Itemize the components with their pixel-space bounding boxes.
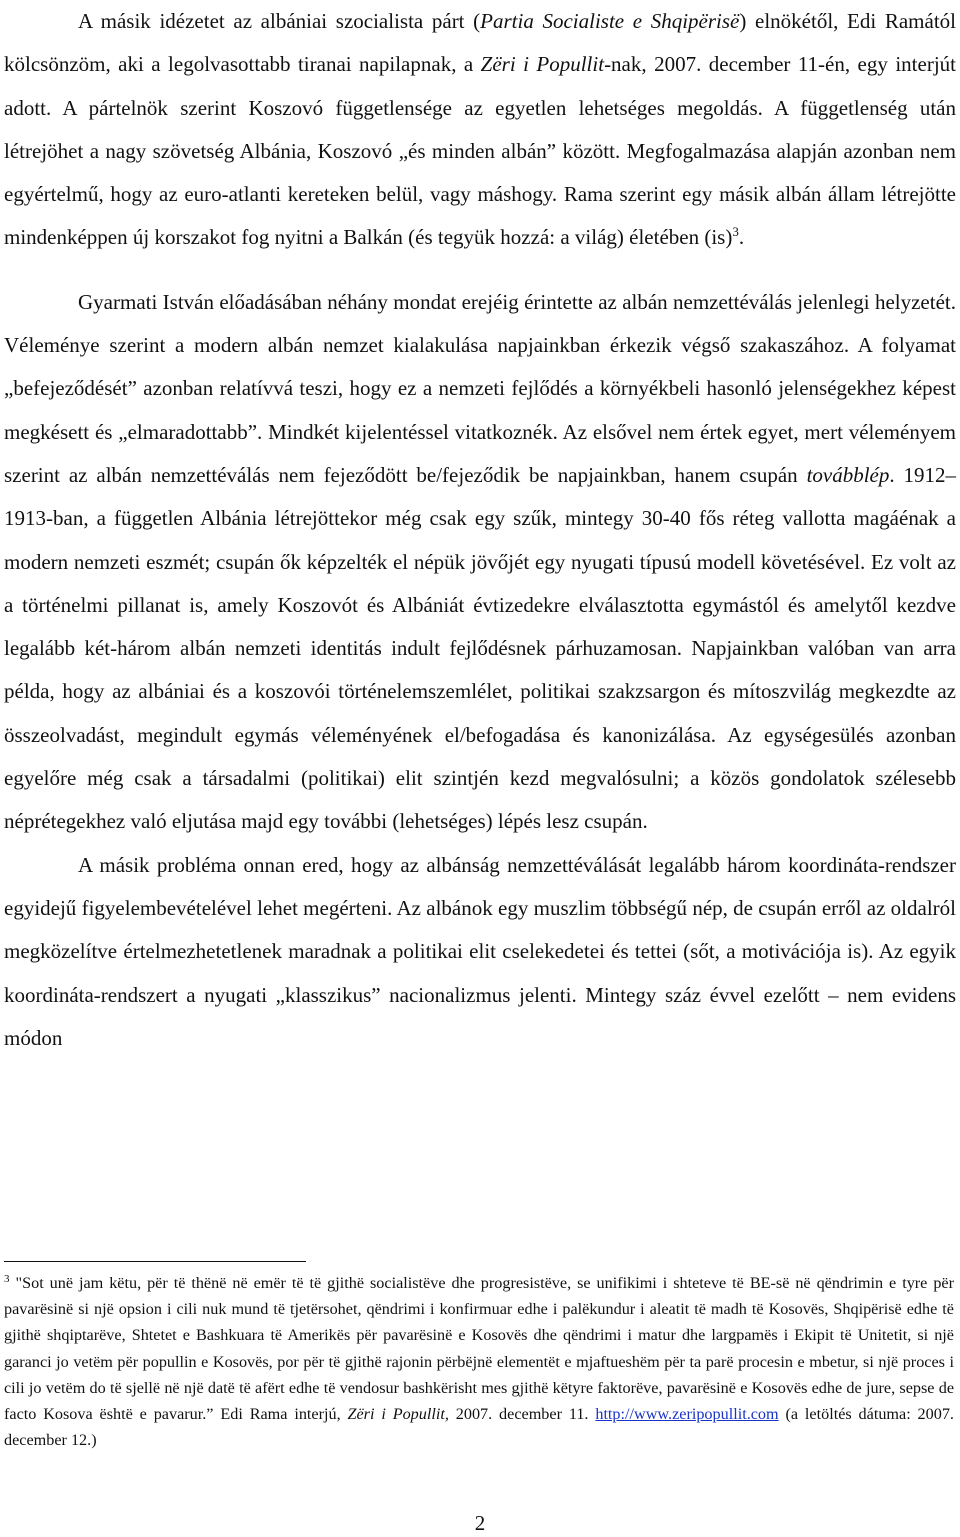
text-run: ) elnökétől, Edi Ramától kölcsönzöm, aki a legolvasottabb tiranai napilapnak, a — [4, 9, 956, 77]
party-name: Partia Socialiste e Shqipërisë — [480, 9, 740, 33]
text-run: . — [738, 225, 745, 250]
footnote-tail: (a letöltés dátuma: 2007. december 12.) — [4, 1405, 954, 1450]
paragraph-3 — [4, 844, 956, 1060]
page-number: 2 — [474, 1511, 486, 1535]
text-run: Gyarmati István előadásában néhány mondat erejéig érintette az albán nemzettéválás jelenlegi helyzetét. Véleménye szerint a modern albán nemzet kialakulása napjainkban érkezik végső szakaszához. A folyamat „befejeződését” azonban relatívvá teszi, hogy ez a nemzeti fejlődés a környékbeli hasonló jelenségekhez képest megkésett és „elmaradottabb”. Mindkét kijelentéssel vitatkoznék. Az elsővel nem értek egyet, mert véleményem szerint az albán nemzettéválás nem fejeződött be/fejeződik be napjainkban, hanem csupán — [4, 289, 956, 487]
emphasis: továbblép — [806, 462, 890, 487]
footnote-reference[interactable]: 3 — [732, 224, 739, 240]
footnote-link[interactable]: http://www.zeripopullit.com — [595, 1405, 779, 1424]
footnote-quote: "Sot unë jam këtu, për të thënë në emër të të gjithë socialistëve dhe progresistëve, se unifikimi i shteteve të BE-së në qëndrimin e tyre për pavarësinë si një opsion i cili nuk mund të tjetërsohet, qëndrimi i konfirmuar edhe i palëkundur i aleatit të madh të Kosovës, Shqipërisë edhe të gjithë shqiptarëve, Shtetet e Bashkuara të Amerikës për pavarësinë e Kosovës dhe qëndrimi i matur dhe largpamës i Ekipit të Unitetit, si një garanci jo vetëm për popullin e Kosovës, por për të gjithë rajonin përbëjnë elementët e mjaftueshëm për ta parë procesin e mbetur, si një proces i cili jo vetëm do të sjellë në një datë të afërt edhe të vendosur bashkërisht mes gjithë këtyre faktorëve, pavarësinë e Kosovës edhe de jure, sepse de facto Kosova është e pavarur.” Edi Rama interjú, — [4, 1274, 954, 1424]
newspaper-name: Zëri i Popullit — [480, 52, 605, 77]
body-text — [4, 0, 956, 1060]
footnote-date: 2007. december 11. — [448, 1405, 596, 1424]
text-run: A másik idézetet az albániai szocialista párt ( — [78, 9, 481, 33]
text-run: -nak, 2007. december 11-én, egy interjút adott. A pártelnök szerint Koszovó függetlensége az egyetlen lehetséges megoldás. A függetlenség után létrejöhet a nagy szövetség Albánia, Koszovó „és minden albán” között. Megfogalmazása alapján azonban nem egyértelmű, hogy az euro-atlanti kereteken belül, vagy máshogy. Rama szerint egy másik albán állam létrejötte mindenképpen új korszakot fog nyitni a Balkán (és tegyük hozzá: a világ) életében (is) — [4, 52, 956, 250]
text-run: . 1912–1913-ban, a független Albánia létrejöttekor még csak egy szűk, mintegy 30-40 fős réteg vallotta magáénak a modern nemzeti eszmét; csupán ők képzelték el népük jövőjét egy nyugati típusú modell követésével. Ez volt az a történelmi pillanat is, amely Koszovót és Albániát évtizedekre elválasztotta egymástól és amelytől kezdve legalább két-három albán nemzeti identitás indult fejlődésnek párhuzamosan. Napjainkban valóban van arra példa, hogy az albániai és a koszovói történelemszemlélet, politikai szakzsargon és mítoszvilág megkezdte az összeolvadást, megindult egymás véleményének el/befogadása és kanonizálása. Az egységesülés azonban egyelőre még csak a társadalmi (politikai) elit szintjén kezd megvalósulni; a közös gondolatok szélesebb néprétegekhez való eljutása majd egy további (lehetséges) lépés lesz csupán. — [4, 462, 957, 834]
footnote-separator — [4, 1261, 306, 1262]
footnote-3 — [4, 1270, 954, 1453]
paragraph-1 — [4, 0, 956, 260]
text-run: A másik probléma onnan ered, hogy az albánság nemzettéválását legalább három koordináta-rendszer egyidejű figyelembevételével lehet megérteni. Az albánok egy muszlim többségű nép, de csupán erről az oldalról megközelítve értelmezhetetlenek maradnak a politikai elit cselekedetei és tettei (sőt, a motivációja is). Az egyik koordináta-rendszert a nyugati „klasszikus” nacionalizmus jelenti. Mintegy száz évvel ezelőtt – nem evidens módon — [4, 852, 956, 1050]
footnote-mark: 3 — [4, 1272, 10, 1285]
paragraph-2 — [4, 281, 956, 844]
footnote-source: Zëri i Popullit, — [347, 1405, 449, 1424]
